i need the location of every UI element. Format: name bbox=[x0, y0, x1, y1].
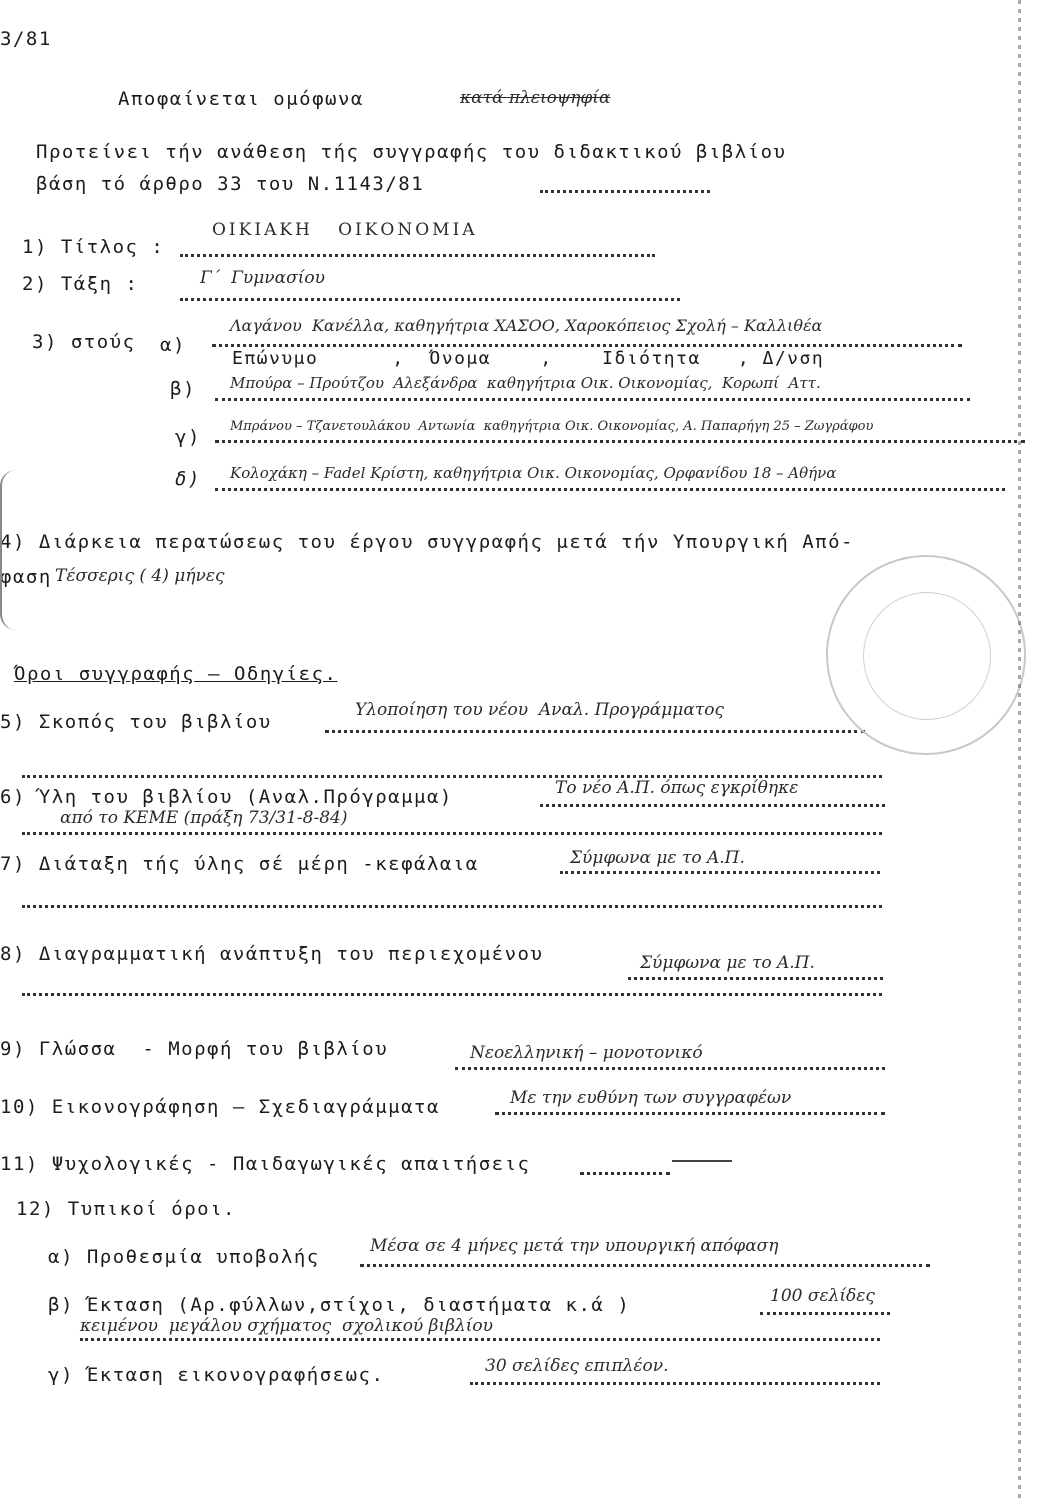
illustration-extent-label: γ) Έκταση εικονογραφήσεως. bbox=[48, 1364, 385, 1386]
extent-label: β) Έκταση (Αρ.φύλλων,στίχοι, διαστήματα κ.ά ) bbox=[48, 1294, 631, 1316]
item-9-label: 9) Γλώσσα - Μορφή του βιβλίου bbox=[0, 1038, 389, 1060]
item-8-label: 8) Διαγραμματική ανάπτυξη του περιεχομένου bbox=[0, 943, 544, 965]
dotted-line bbox=[215, 398, 970, 401]
author-d-marker: δ) bbox=[175, 468, 201, 490]
deadline-label: α) Προθεσμία υποβολής bbox=[48, 1246, 320, 1268]
item-6-label: 6) Ύλη του βιβλίου (Αναλ.Πρόγραμμα) bbox=[0, 786, 453, 808]
dotted-line bbox=[470, 1382, 880, 1385]
dotted-line bbox=[215, 440, 1025, 443]
dotted-line bbox=[215, 488, 1005, 491]
author-d-value: Κολοχάκη – Fadel Κρίστη, καθηγήτρια Οικ. Οικονομίας, Ορφανίδου 18 – Αθήνα bbox=[230, 464, 837, 482]
page-edge-shadow bbox=[1018, 0, 1021, 1500]
item-5-value: Υλοποίηση του νέου Αναλ. Προγράμματος bbox=[355, 700, 724, 720]
item-7-label: 7) Διάταξη τής ύλης σέ μέρη -κεφάλαια bbox=[0, 853, 479, 875]
extent-value: 100 σελίδες bbox=[770, 1286, 875, 1306]
title-label: 1) Τίτλος : bbox=[22, 236, 165, 258]
item-10-value: Με την ευθύνη των συγγραφέων bbox=[510, 1088, 792, 1108]
dotted-line bbox=[540, 190, 710, 193]
dotted-line bbox=[325, 730, 865, 733]
title-value: ΟΙΚΙΑΚΗ ΟΙΚΟΝΟΜΙΑ bbox=[212, 220, 478, 240]
dotted-line bbox=[760, 1312, 890, 1315]
class-label: 2) Τάξη : bbox=[22, 273, 139, 295]
dotted-line bbox=[560, 871, 880, 874]
author-b-value: Μπούρα – Προύτζου Αλεξάνδρα καθηγήτρια Οικ. Οικονομίας, Κορωπί Αττ. bbox=[230, 374, 821, 392]
dotted-line bbox=[495, 1112, 885, 1115]
dotted-line bbox=[180, 254, 655, 257]
dotted-line bbox=[80, 1338, 880, 1341]
terms-heading: Όροι συγγραφής – Οδηγίες. bbox=[14, 663, 338, 685]
deadline-value: Μέσα σε 4 μήνες μετά την υπουργική απόφαση bbox=[370, 1236, 779, 1256]
stamp-inner-ring bbox=[863, 592, 991, 720]
proposal-line-1: Προτείνει τήν ανάθεση τής συγγραφής του διδακτικού βιβλίου bbox=[36, 141, 787, 163]
dotted-line bbox=[455, 1067, 885, 1070]
class-value: Γ΄ Γυμνασίου bbox=[200, 268, 325, 288]
author-a-value: Λαγάνου Κανέλλα, καθηγήτρια ΧΑΣΟΟ, Χαροκόπειος Σχολή – Καλλιθέα bbox=[230, 316, 823, 335]
item-7-value: Σύμφωνα με το Α.Π. bbox=[570, 848, 745, 868]
stamp-seal bbox=[826, 555, 1026, 755]
decision-text: Αποφαίνεται ομόφωνα bbox=[118, 88, 364, 110]
dotted-line bbox=[212, 344, 962, 347]
doc-number: 3/81 bbox=[0, 28, 52, 50]
item-8-value: Σύμφωνα με το Α.Π. bbox=[640, 953, 815, 973]
item-6-value: Το νέο Α.Π. όπως εγκρίθηκε bbox=[555, 778, 799, 798]
authors-label: 3) στούς bbox=[32, 331, 136, 353]
author-column-header: Επώνυμο , Όνομα , Ιδιότητα , Δ/νση bbox=[232, 348, 825, 369]
item-11-label: 11) Ψυχολογικές - Παιδαγωγικές απαιτήσεις bbox=[0, 1153, 531, 1175]
dotted-line bbox=[360, 1264, 930, 1267]
extent-value-cont: κειμένου μεγάλου σχήματος σχολικού βιβλίου bbox=[80, 1316, 493, 1336]
author-a-marker: α) bbox=[160, 334, 186, 356]
duration-value: Τέσσερις ( 4) μήνες bbox=[55, 566, 225, 586]
item-9-value: Νεοελληνική – μονοτονικό bbox=[470, 1043, 703, 1063]
duration-label-cont: φαση bbox=[0, 566, 52, 588]
margin-scribble bbox=[0, 470, 32, 630]
author-b-marker: β) bbox=[170, 378, 196, 400]
duration-label: 4) Διάρκεια περατώσεως του έργου συγγραφής μετά τήν Υπουργική Από- bbox=[0, 531, 854, 553]
decision-struck-text: κατά πλειοψηφία bbox=[460, 88, 611, 108]
dotted-line bbox=[22, 905, 882, 908]
dotted-line bbox=[628, 977, 883, 980]
author-c-marker: γ) bbox=[175, 426, 201, 448]
author-c-value: Μπράνου – Τζανετουλάκου Αντωνία καθηγήτρια Οικ. Οικονομίας, Α. Παπαρήγη 25 – Ζωγράφου bbox=[230, 419, 874, 434]
dotted-line bbox=[180, 298, 680, 301]
dotted-line bbox=[22, 832, 882, 835]
item-10-label: 10) Εικονογράφηση – Σχεδιαγράμματα bbox=[0, 1096, 440, 1118]
illustration-extent-value: 30 σελίδες επιπλέον. bbox=[485, 1356, 669, 1376]
dotted-line bbox=[580, 1172, 670, 1175]
dash-mark bbox=[672, 1160, 732, 1162]
dotted-line bbox=[22, 993, 882, 996]
dotted-line bbox=[540, 804, 885, 807]
proposal-line-2: βάση τό άρθρο 33 του Ν.1143/81 bbox=[36, 173, 425, 195]
item-12-label: 12) Τυπικοί όροι. bbox=[16, 1198, 236, 1220]
item-6-value-cont: από το ΚΕΜΕ (πράξη 73/31-8-84) bbox=[60, 808, 348, 828]
item-5-label: 5) Σκοπός του βιβλίου bbox=[0, 711, 272, 733]
